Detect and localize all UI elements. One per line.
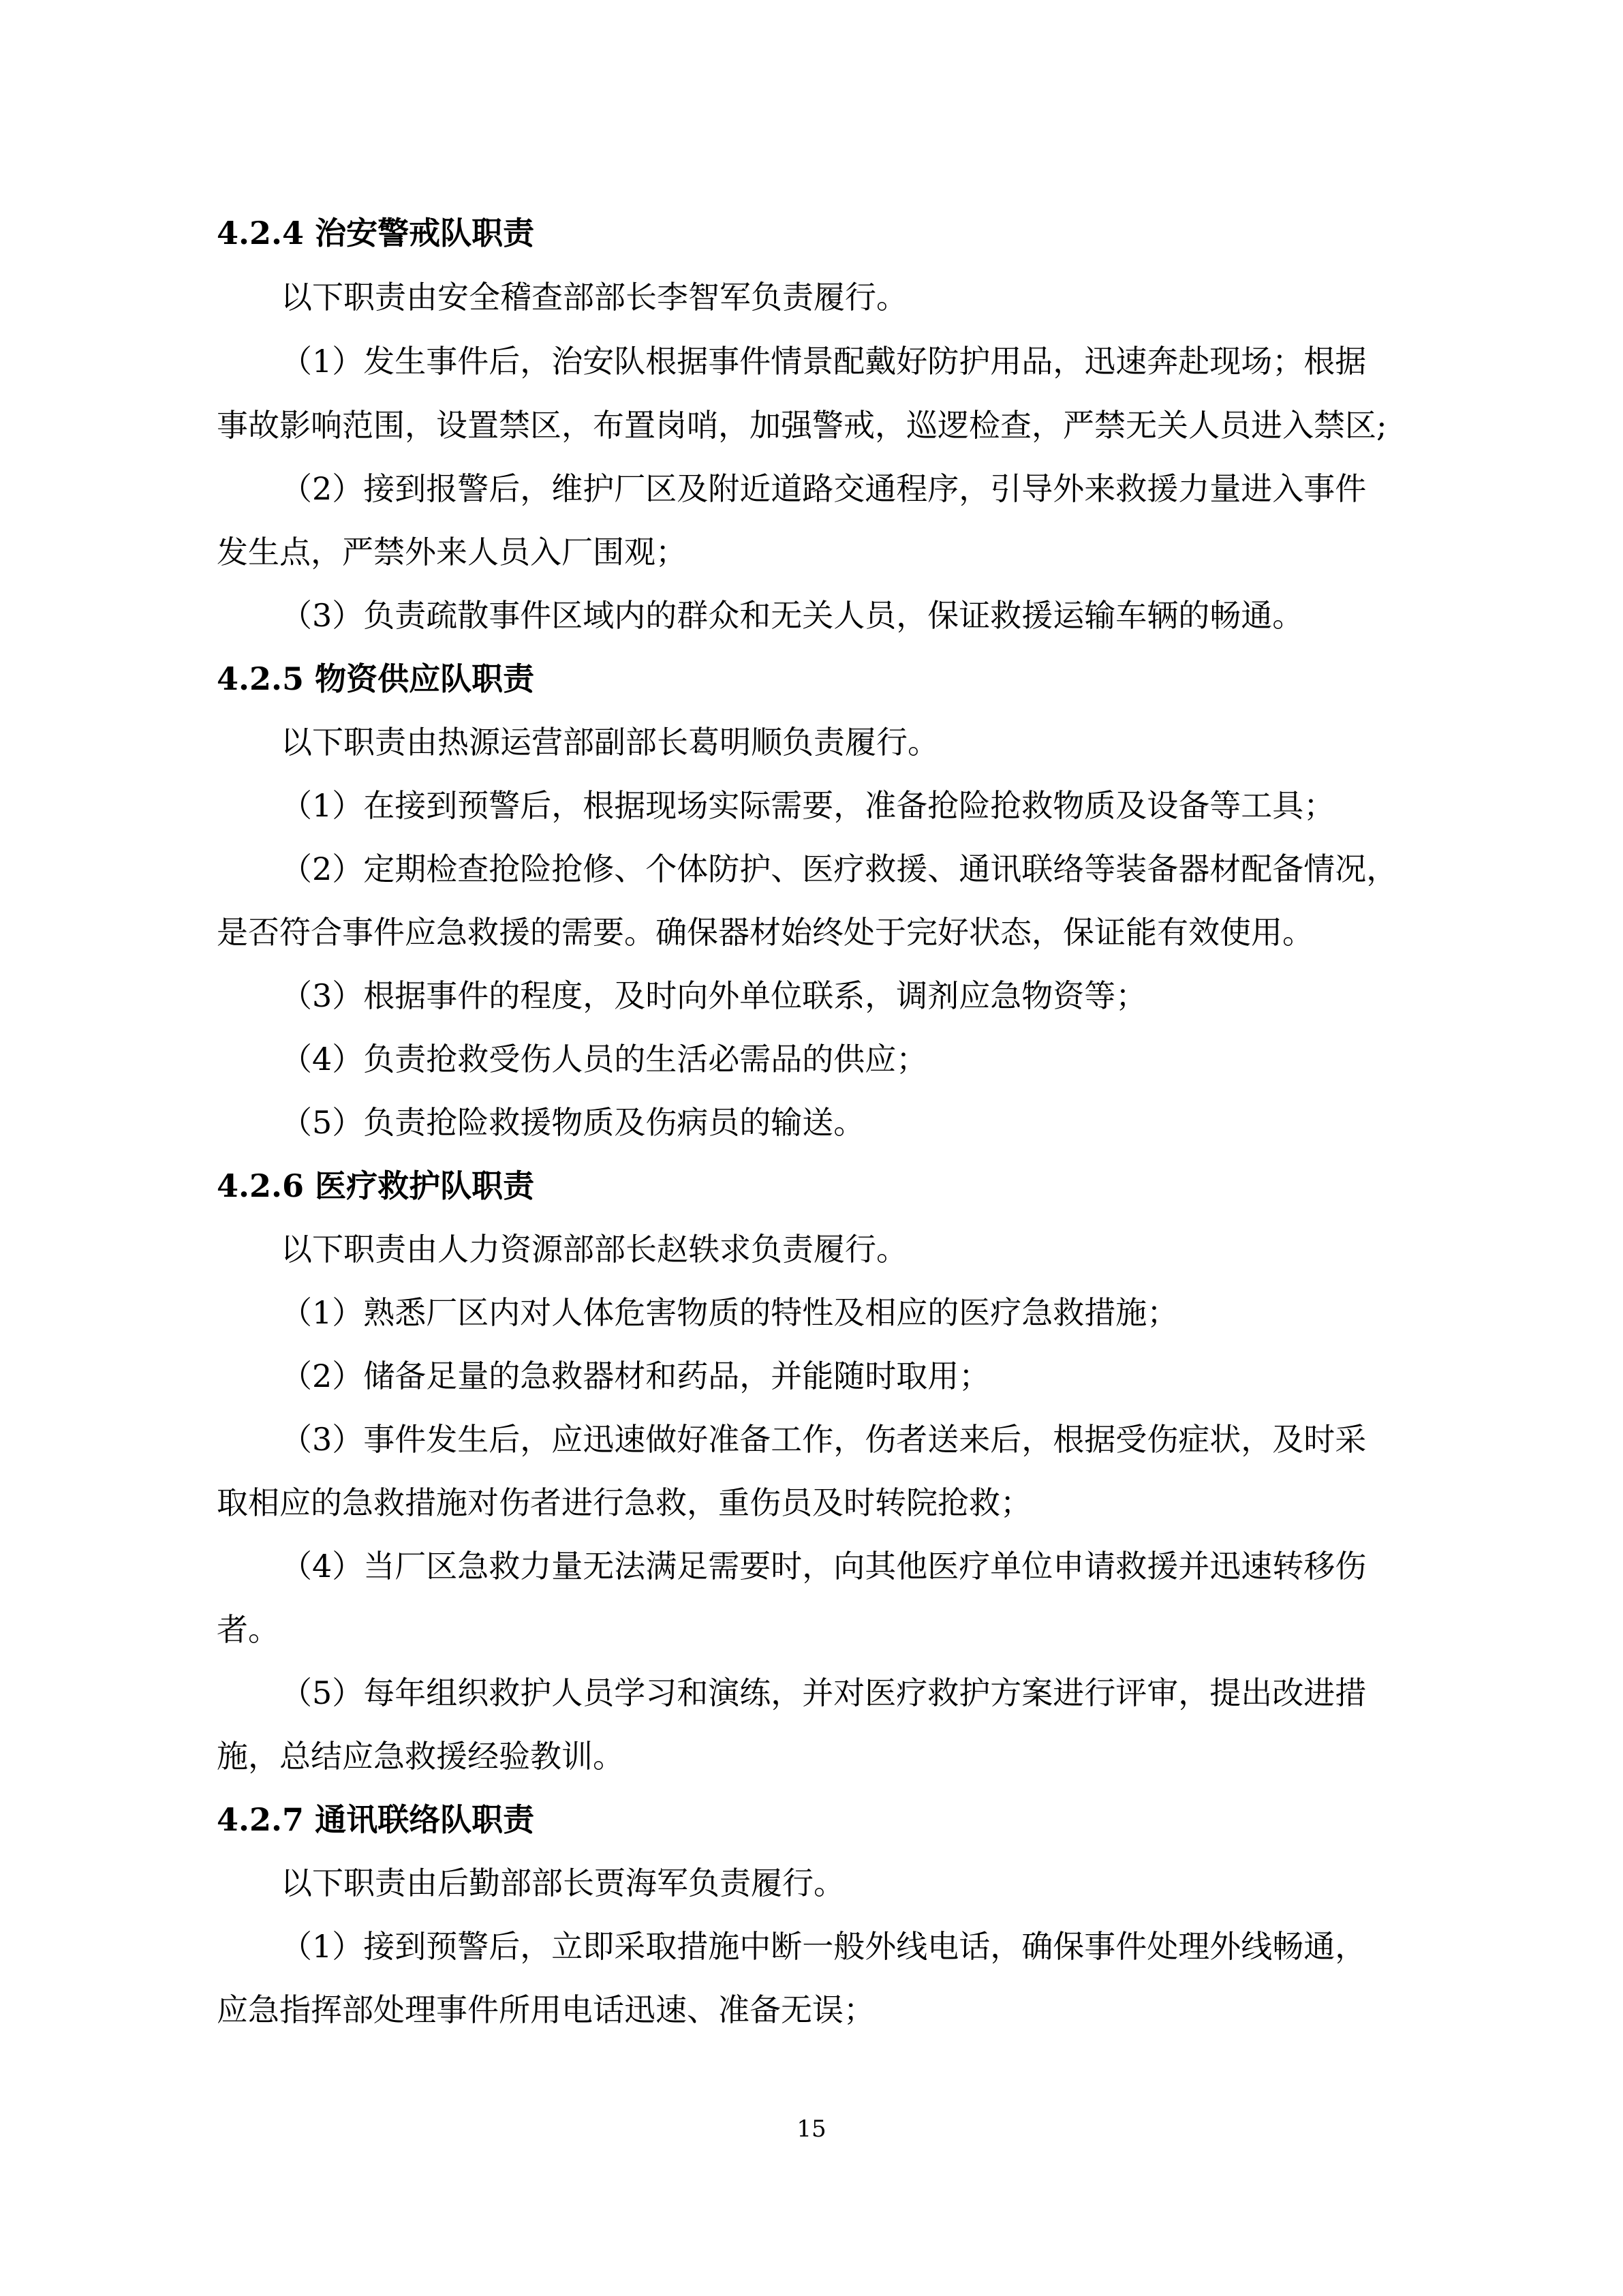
paragraph-line: （2）接到报警后，维护厂区及附近道路交通程序，引导外来救援力量进入事件 — [281, 470, 1367, 507]
paragraph-line: （4）当厂区急救力量无法满足需要时，向其他医疗单位申请救援并迅速转移伤 — [281, 1548, 1367, 1585]
paragraph-line: 施，总结应急救援经验教训。 — [217, 1738, 624, 1775]
section-heading: 4.2.5 物资供应队职责 — [217, 660, 535, 697]
paragraph-line: 是否符合事件应急救援的需要。确保器材始终处于完好状态，保证能有效使用。 — [217, 914, 1314, 951]
section-heading: 4.2.6 医疗救护队职责 — [217, 1167, 535, 1204]
section-intro: 以下职责由热源运营部副部长葛明顺负责履行。 — [281, 724, 939, 761]
section-heading: 4.2.7 通讯联络队职责 — [217, 1801, 535, 1838]
paragraph-line: （5）负责抢险救援物质及伤病员的输送。 — [281, 1104, 865, 1141]
paragraph-line: （3）事件发生后，应迅速做好准备工作，伤者送来后，根据受伤症状，及时采 — [281, 1421, 1367, 1458]
paragraph-line: 发生点，严禁外来人员入厂围观； — [217, 534, 687, 570]
section-intro: 以下职责由安全稽查部部长李智军负责履行。 — [281, 279, 908, 316]
section-intro: 以下职责由后勤部部长贾海军负责履行。 — [281, 1865, 845, 1901]
paragraph-line: （2）定期检查抢险抢修、个体防护、医疗救援、通讯联络等装备器材配备情况， — [281, 851, 1398, 887]
paragraph-line: 者。 — [217, 1611, 279, 1648]
paragraph-line: （1）熟悉厂区内对人体危害物质的特性及相应的医疗急救措施； — [281, 1294, 1179, 1331]
paragraph-line: （4）负责抢救受伤人员的生活必需品的供应； — [281, 1041, 928, 1077]
paragraph-line: （3）根据事件的程度，及时向外单位联系，调剂应急物资等； — [281, 977, 1147, 1014]
section-intro: 以下职责由人力资源部部长赵轶求负责履行。 — [281, 1231, 908, 1268]
paragraph-line: （5）每年组织救护人员学习和演练，并对医疗救护方案进行评审，提出改进措 — [281, 1674, 1367, 1711]
paragraph-line: 取相应的急救措施对伤者进行急救，重伤员及时转院抢救； — [217, 1484, 1032, 1521]
paragraph-line: （2）储备足量的急救器材和药品，并能随时取用； — [281, 1358, 991, 1394]
paragraph-line: （1）接到预警后，立即采取措施中断一般外线电话，确保事件处理外线畅通， — [281, 1928, 1367, 1965]
paragraph-line: 应急指挥部处理事件所用电话迅速、准备无误； — [217, 1991, 875, 2028]
paragraph-line: （1）在接到预警后，根据现场实际需要，准备抢险抢救物质及设备等工具； — [281, 787, 1335, 824]
paragraph-line: 事故影响范围，设置禁区，布置岗哨，加强警戒，巡逻检查，严禁无关人员进入禁区; — [217, 407, 1387, 444]
paragraph-line: （3）负责疏散事件区域内的群众和无关人员，保证救援运输车辆的畅通。 — [281, 597, 1304, 634]
paragraph-line: （1）发生事件后，治安队根据事件情景配戴好防护用品，迅速奔赴现场；根据 — [281, 343, 1367, 380]
page-number: 15 — [797, 2115, 826, 2143]
section-heading: 4.2.4 治安警戒队职责 — [217, 215, 535, 251]
